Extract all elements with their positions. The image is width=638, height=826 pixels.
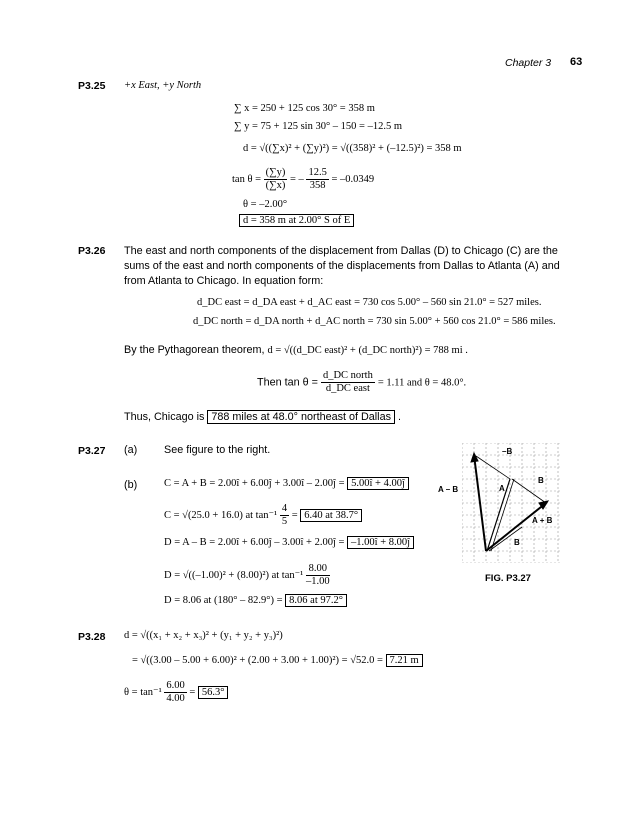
p325-magnitude: d = √((∑x)² + (∑y)²) = √((358)² + (–12.5)²) = 358 m [243,143,462,154]
p327-cmag-eq2: = [291,509,298,521]
p327-dang-answer: 8.06 at 97.2° [285,594,347,607]
p326-paragraph: The east and north components of the displacement from Dallas (D) to Chicago (C) are the sums of the east and north components of the displacements from Dallas to Atlanta (A) and from Atlanta to Chicago. In equation form: [124,245,560,287]
p325-answer-box: d = 358 m at 2.00° S of E [239,214,354,227]
p328-answer-theta: 56.3° [198,686,229,699]
p327-cmag-answer: 6.40 at 38.7° [300,509,362,522]
p328-frac [164,680,186,705]
p327-dmag-text: D = √((–1.00)² + (8.00)²) at tan⁻¹ [164,569,304,581]
p327-d-eq-text: D = A – B = 2.00î + 6.00ĵ – 3.00î + 2.00ĵ = [164,537,345,548]
p325-tan-frac2 [306,167,328,192]
p328-num: 6.00 [166,680,185,691]
p326-then-num: d_DC north [322,370,373,381]
p327-dang-text: D = 8.06 at (180° – 82.9°) = [164,595,283,606]
p326-then-frac [321,370,375,395]
p325-tan-rhs: = –0.0349 [331,173,375,185]
p326-east-eq: d_DC east = d_DA east + d_AC east = 730 cos 5.00° – 560 sin 21.0° = 527 miles. [197,297,542,308]
p327-dmag-frac [306,563,330,588]
problem-label-p327: P3.27 [78,445,106,457]
p327-c-answer: 5.00î + 4.00ĵ [347,477,409,490]
p327-dmag-den: –1.00 [305,576,330,587]
p328-line1: d = √((x₁ + x₂ + x₃)² + (y₁ + y₂ + y₃)²) [124,630,283,641]
p327-c-eq-text: C = A + B = 2.00î + 6.00ĵ + 3.00î – 2.00ĵ = [164,478,345,489]
figure-label-b-right: B [538,476,544,485]
vector-b-top [476,456,510,479]
figure-label-a-minus-b: A – B [438,485,459,494]
figure-label-a-plus-b: A + B [532,516,553,525]
p328-theta-lhs: θ = tan⁻¹ [124,686,162,698]
p325-tan-den2: 358 [309,180,326,191]
figure-label-b-bottom: B [514,538,520,547]
p328-line2 [132,655,423,666]
figure-caption: FIG. P3.27 [485,573,531,584]
problem-label-p326: P3.26 [78,245,106,257]
p325-tan-den: (∑x) [265,180,286,191]
chapter-header: Chapter 3 [505,57,552,69]
arrowhead-a-minus-b [471,453,478,462]
problem-label-p328: P3.28 [78,631,106,643]
p325-tan-lhs: tan θ = [232,173,262,185]
p326-then-rhs: = 1.11 and θ = 48.0°. [377,377,467,389]
figure-label-a: A [499,484,505,493]
p326-then-den: d_DC east [325,383,370,394]
p328-line3 [124,680,228,705]
p325-theta: θ = –2.00° [243,199,288,210]
problem-label-p325: P3.25 [78,80,106,92]
p326-pythagorean [124,343,468,358]
p327-cmag-den: 5 [281,516,288,527]
p326-pyth-text: By the Pythagorean theorem, [124,344,265,356]
p327-part-b-label: (b) [124,479,138,491]
p327-cmag-num: 4 [281,503,288,514]
p325-tan-mid: = – [290,173,304,185]
p326-then [257,370,466,395]
figure-p327 [462,443,562,563]
p327-cmag-text: C = √(25.0 + 16.0) at tan⁻¹ [164,509,278,521]
p328-eq: = [189,686,196,698]
p327-c-eq [164,478,409,489]
p327-d-eq [164,537,414,548]
p326-answer-box: 788 miles at 48.0° northeast of Dallas [207,410,395,424]
p325-tan-num2: 12.5 [308,167,327,178]
p326-pyth-eq: d = √((d_DC east)² + (d_DC north)²) = 788 mi . [267,345,468,356]
p326-thus [124,410,401,425]
p328-answer-d: 7.21 m [386,654,423,667]
p326-north-eq: d_DC north = d_DA north + d_AC north = 730 sin 5.00° + 560 cos 21.0° = 586 miles. [193,316,556,327]
p326-then-text: Then tan θ = [257,376,318,389]
p328-den: 4.00 [166,693,185,704]
figure-vectors [471,453,548,551]
p326-end: . [398,411,401,423]
p327-cmag-frac [280,503,289,528]
p325-sum-x: ∑ x = 250 + 125 cos 30° = 358 m [234,103,375,114]
p327-dmag-num: 8.00 [306,563,330,576]
p327-part-a-text: See figure to the right. [164,444,271,456]
p327-d-answer: –1.00î + 8.00ĵ [347,536,414,549]
p328-line2-text: = √((3.00 – 5.00 + 6.00)² + (2.00 + 3.00 + 1.00)²) = √52.0 = [132,655,383,666]
p325-tan-frac1 [264,167,288,192]
p327-cmag [164,503,362,528]
p327-dang [164,595,347,606]
p326-thus-text: Thus, Chicago is [124,411,205,423]
page-number: 63 [570,56,583,68]
p327-part-a-label: (a) [124,444,138,456]
figure-label-neg-b: –B [502,447,513,456]
p325-axes: +x East, +y North [124,80,202,91]
p325-tan [232,167,374,192]
p325-tan-num: (∑y) [265,167,286,178]
p327-dmag [164,563,330,588]
p325-sum-y: ∑ y = 75 + 125 sin 30° – 150 = –12.5 m [234,121,402,132]
